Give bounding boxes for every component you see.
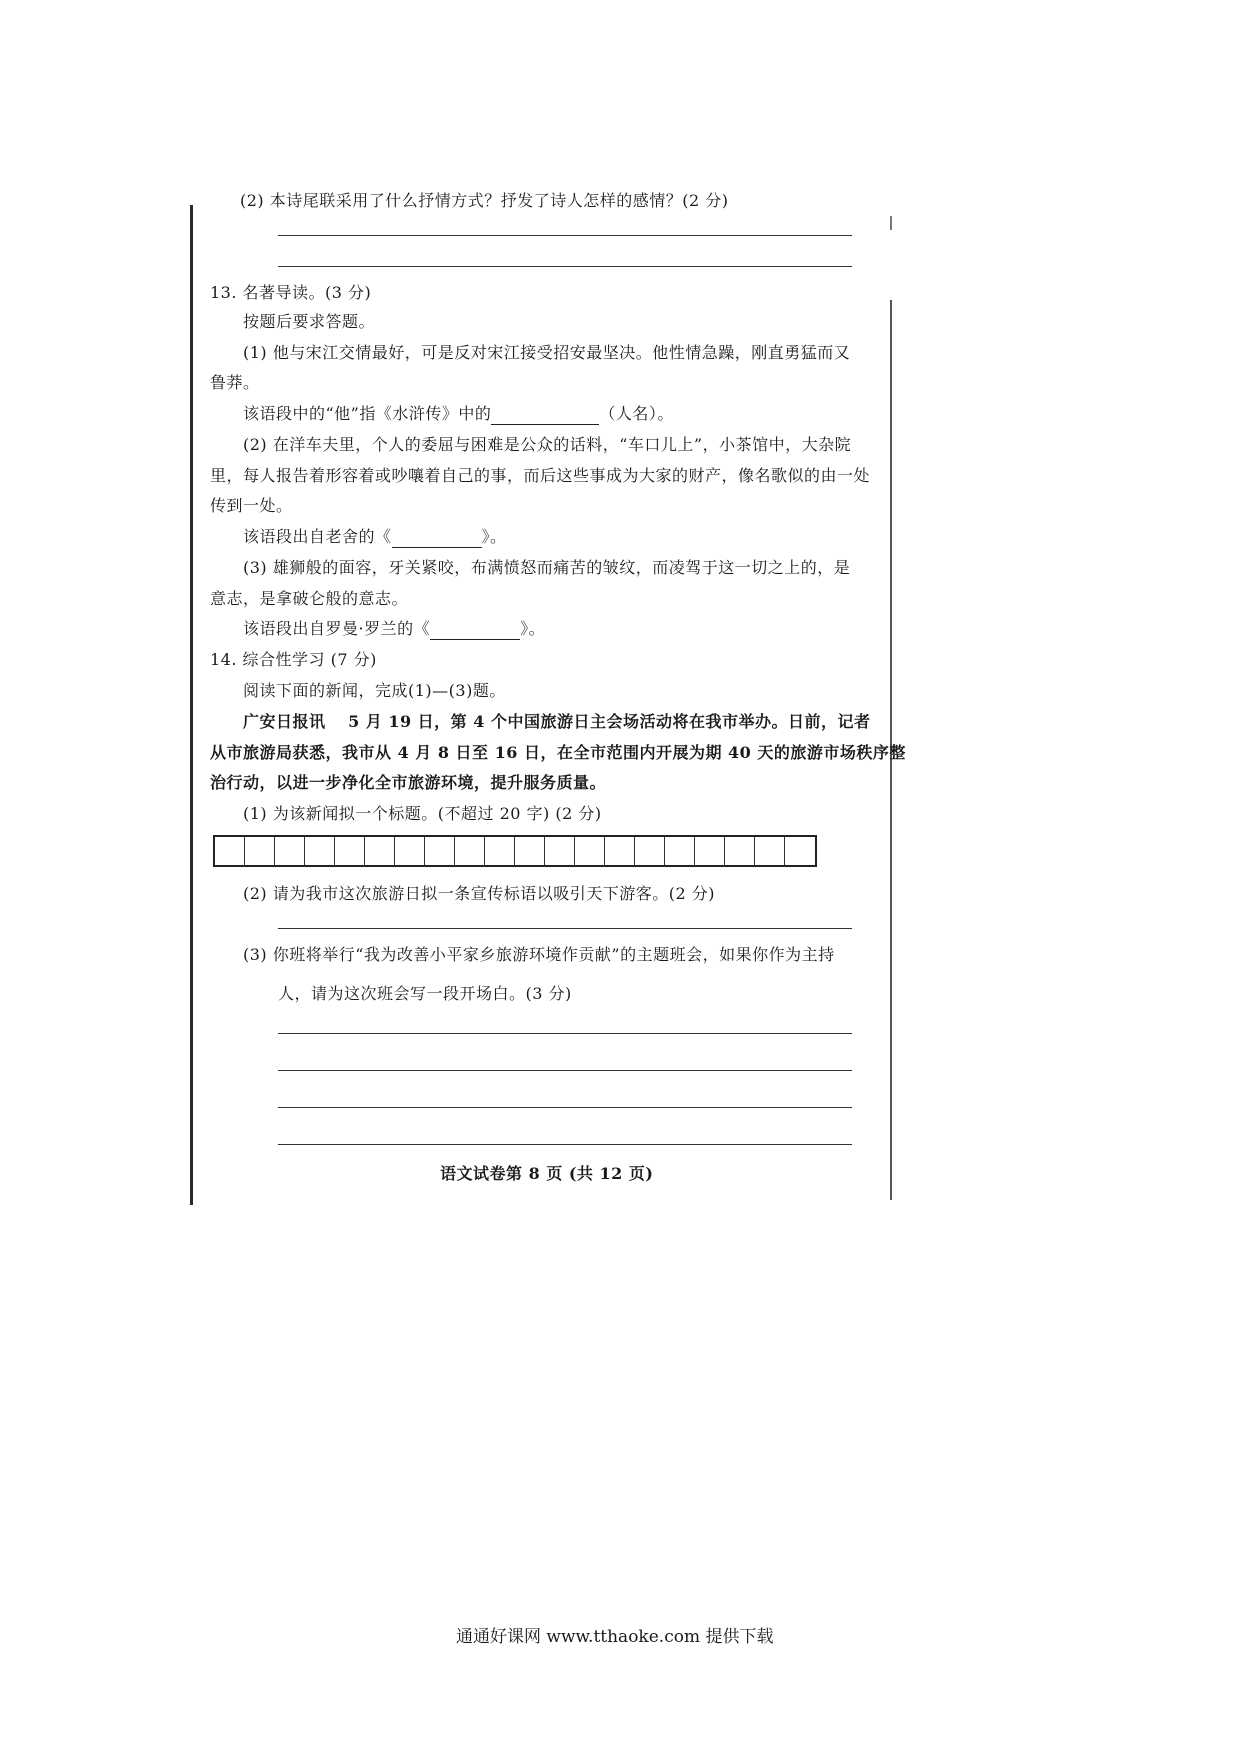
name-blank[interactable]	[491, 408, 599, 425]
question-13-3-text: (3) 雄狮般的面容，牙关紧咬，布满愤怒而痛苦的皱纹，而凌驾于这一切之上的，是	[243, 558, 851, 577]
question-13-1-text: (1) 他与宋江交情最好，可是反对宋江接受招安最坚决。他性情急躁，刚直勇猛而又	[243, 343, 851, 362]
answer-line[interactable]	[278, 1070, 852, 1071]
question-13-2-text: 传到一处。	[210, 496, 293, 515]
title-char-box[interactable]	[365, 837, 395, 865]
title-char-box[interactable]	[605, 837, 635, 865]
question-13-3-ask	[243, 618, 545, 640]
question-13-2-ask	[243, 526, 507, 548]
title-char-box[interactable]	[245, 837, 275, 865]
answer-line[interactable]	[278, 928, 852, 929]
title-char-box[interactable]	[335, 837, 365, 865]
question-14-3: 人，请为这次班会写一段开场白。(3 分)	[278, 984, 572, 1003]
title-char-box[interactable]	[275, 837, 305, 865]
title-char-box[interactable]	[695, 837, 725, 865]
title-char-box[interactable]	[305, 837, 335, 865]
news-text: 治行动，以进一步净化全市旅游环境，提升服务质量。	[210, 773, 607, 792]
page-number: 语文试卷第 8 页 (共 12 页)	[440, 1164, 654, 1183]
ask-suffix: （人名）。	[599, 404, 674, 423]
question-13-2-text: 里，每人报告着形容着或吵嚷着自己的事，而后这些事成为大家的财产，像名歌似的由一处	[210, 466, 871, 485]
question-13-1-text: 鲁莽。	[210, 373, 260, 392]
title-char-box[interactable]	[725, 837, 755, 865]
title-char-box[interactable]	[395, 837, 425, 865]
question-13-3-text: 意志，是拿破仑般的意志。	[210, 589, 409, 608]
question-13-2-text: (2) 在洋车夫里，个人的委屈与困难是公众的话料，“车口儿上”，小茶馆中，大杂院	[243, 435, 852, 454]
title-char-box[interactable]	[575, 837, 605, 865]
title-char-box[interactable]	[755, 837, 785, 865]
title-answer-grid	[213, 835, 817, 867]
ask-prefix: 该语段出自老舍的《	[243, 527, 392, 546]
question-14-3: (3) 你班将举行“我为改善小平家乡旅游环境作贡献”的主题班会，如果你作为主持	[243, 945, 835, 964]
ask-suffix: 》。	[481, 527, 507, 546]
title-char-box[interactable]	[455, 837, 485, 865]
ask-prefix: 该语段出自罗曼·罗兰的《	[243, 619, 431, 638]
title-char-box[interactable]	[515, 837, 545, 865]
title-char-box[interactable]	[425, 837, 455, 865]
question-12-2: (2) 本诗尾联采用了什么抒情方式？抒发了诗人怎样的感情？(2 分)	[240, 191, 729, 210]
title-char-box[interactable]	[545, 837, 575, 865]
question-14-title: 14. 综合性学习 (7 分)	[210, 650, 377, 669]
news-text: 广安日报讯 5 月 19 日，第 4 个中国旅游日主会场活动将在我市举办。日前，记者	[243, 712, 871, 731]
question-13-instruction: 按题后要求答题。	[243, 312, 376, 331]
title-char-box[interactable]	[665, 837, 695, 865]
question-14-instruction: 阅读下面的新闻，完成(1)—(3)题。	[243, 681, 506, 700]
question-13-1-ask	[243, 403, 674, 425]
title-char-box[interactable]	[485, 837, 515, 865]
question-14-2: (2) 请为我市这次旅游日拟一条宣传标语以吸引天下游客。(2 分)	[243, 884, 716, 903]
answer-line[interactable]	[278, 1033, 852, 1034]
book-blank[interactable]	[430, 623, 520, 640]
news-text: 从市旅游局获悉，我市从 4 月 8 日至 16 日，在全市范围内开展为期 40 天的旅游市场秩序整	[210, 743, 906, 762]
binding-margin-line	[190, 205, 193, 1205]
question-13-title: 13. 名著导读。(3 分)	[210, 283, 372, 302]
answer-line[interactable]	[278, 1107, 852, 1108]
title-char-box[interactable]	[215, 837, 245, 865]
question-14-1: (1) 为该新闻拟一个标题。(不超过 20 字) (2 分)	[243, 804, 602, 823]
answer-line[interactable]	[278, 266, 852, 267]
title-char-box[interactable]	[785, 837, 815, 865]
answer-line[interactable]	[278, 1144, 852, 1145]
scan-mark	[890, 216, 892, 230]
ask-prefix: 该语段中的“他”指《水浒传》中的	[243, 404, 492, 423]
answer-line[interactable]	[278, 235, 852, 236]
ask-suffix: 》。	[520, 619, 546, 638]
title-char-box[interactable]	[635, 837, 665, 865]
book-blank[interactable]	[392, 531, 482, 548]
watermark-footer: 通通好课网 www.tthaoke.com 提供下载	[456, 1627, 774, 1647]
